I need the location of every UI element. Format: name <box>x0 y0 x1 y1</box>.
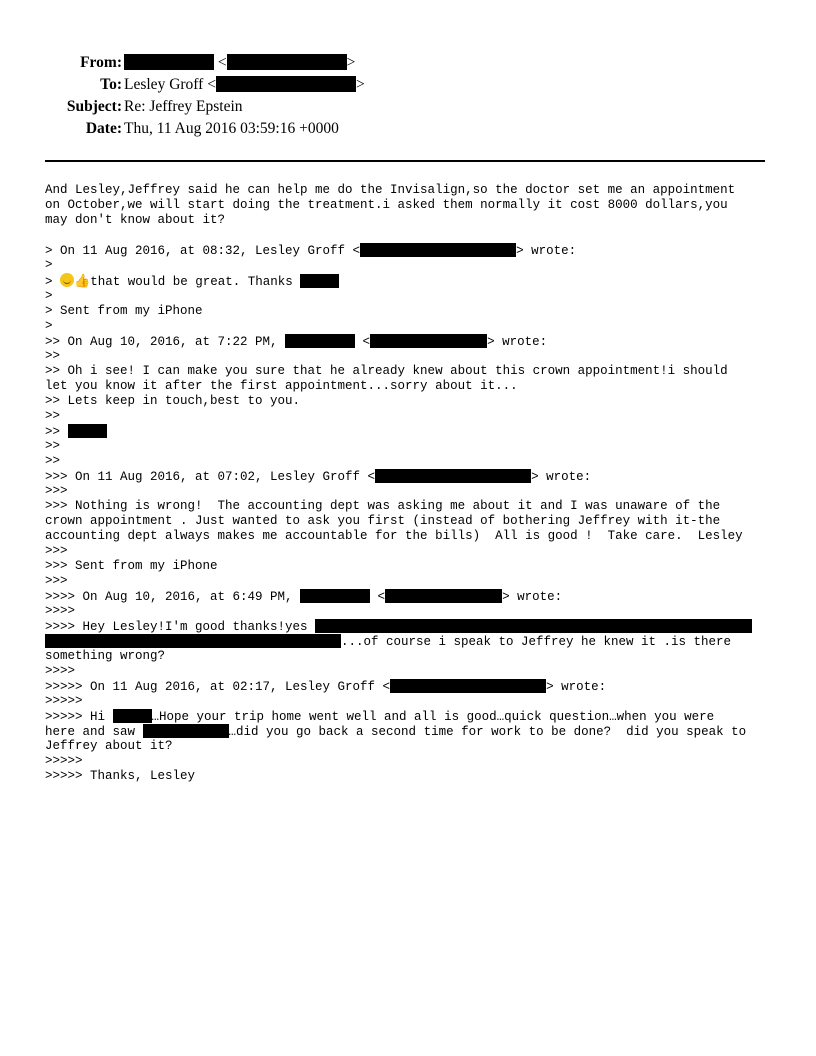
redaction <box>300 274 339 288</box>
redaction <box>216 76 356 92</box>
date-label: Date: <box>85 120 122 137</box>
quote-line: >>>>> Hi …Hope your trip home went well and all is good…quick question…when you were <box>45 710 715 724</box>
body-line: on October,we will start doing the treatment.i asked them normally it cost 8000 dollars,you <box>45 198 728 212</box>
body-line: And Lesley,Jeffrey said he can help me do the Invisalign,so the doctor set me an appointment <box>45 183 736 197</box>
to-value: Lesley Groff < > <box>124 76 365 93</box>
quote-header: >> On Aug 10, 2016, at 7:22 PM, < > wrote: <box>45 335 548 349</box>
date-value: Thu, 11 Aug 2016 03:59:16 +0000 <box>124 120 339 137</box>
thumbs-up-emoji-icon: 👍 <box>74 274 91 289</box>
redaction <box>385 589 502 603</box>
quote-line: ...of course i speak to Jeffrey he knew it .is there <box>45 634 780 649</box>
redaction <box>390 679 546 693</box>
quote-header: >>> On 11 Aug 2016, at 07:02, Lesley Groff < > wrote: <box>45 470 592 484</box>
quote-line: here and saw …did you go back a second time for work to be done? did you speak to <box>45 725 747 739</box>
redaction <box>124 54 214 70</box>
smiley-emoji-icon <box>60 273 74 287</box>
date-row <box>0 120 816 142</box>
redaction <box>315 619 752 633</box>
email-body: And Lesley,Jeffrey said he can help me do the Invisalign,so the doctor set me an appointment on October,we will start doing the treatment.i asked them normally it cost 8000 dollars,you may don't know about it? > On 11 Aug 2016, at 08:32, Lesley Groff < > wrote: > > 👍that would be great. Thanks > > Sent from my iPhone > >> On Aug 10, 2016, at 7:22 PM, < > wrote: >> >> Oh i see! I can make you sure that he already knew about this crown appointment!i should let you know it after the first appointment...sorry about it... >> Lets keep in touch,best to you. >> >> >> >> >>> On 11 Aug 2016, at 07:02, Lesley Groff < > wrote: >>> >>> Nothing is wrong! The accounting dept was asking me about it and I was unaware of the crown appointment . Just wanted to ask you first (instead of bothering Jeffrey with it-the accounting dept always makes me accountable for the bills) All is good ! Take care. Lesley >>> >>> Sent from my iPhone >>> >>>> On Aug 10, 2016, at 6:49 PM, < > wrote: >>>> >>>> Hey Lesley!I'm good thanks!yes ...of course i speak to Jeffrey he knew it .is there something wrong? >>>> >>>>> On 11 Aug 2016, at 02:17, Lesley Groff < > wrote: >>>>> >>>>> Hi …Hope your trip home went well and all is good…quick question…when you were here and saw …did you go back a second time for work to be done? did you speak to Jeffrey about it? >>>>> >>>>> Thanks, Lesley <box>45 183 780 784</box>
redaction <box>45 634 341 648</box>
header-divider <box>45 160 765 162</box>
quote-header: > On 11 Aug 2016, at 08:32, Lesley Groff < > wrote: <box>45 244 577 258</box>
redaction <box>370 334 487 348</box>
quote-header: >>>>> On 11 Aug 2016, at 02:17, Lesley Groff < > wrote: <box>45 680 607 694</box>
redaction <box>113 709 152 723</box>
to-label: To: <box>100 76 122 93</box>
to-row <box>0 76 816 98</box>
redaction <box>143 724 229 738</box>
subject-label: Subject: <box>66 98 122 115</box>
from-label: From: <box>80 54 122 71</box>
from-row <box>0 54 816 76</box>
subject-row <box>0 98 816 120</box>
redaction <box>375 469 531 483</box>
quote-header: >>>> On Aug 10, 2016, at 6:49 PM, < > wrote: <box>45 590 563 604</box>
redaction <box>227 54 347 70</box>
to-name: Lesley Groff <box>124 76 204 93</box>
redaction <box>300 589 370 603</box>
redaction <box>68 424 107 438</box>
quote-line: >>>> Hey Lesley!I'm good thanks!yes <box>45 619 780 634</box>
redaction <box>285 334 355 348</box>
from-value: < > <box>124 54 355 72</box>
subject-value: Re: Jeffrey Epstein <box>124 98 243 115</box>
quote-line: > 👍that would be great. Thanks <box>45 273 780 289</box>
redaction <box>360 243 516 257</box>
quote-line: >> <box>45 424 780 439</box>
body-line: may don't know about it? <box>45 213 226 227</box>
